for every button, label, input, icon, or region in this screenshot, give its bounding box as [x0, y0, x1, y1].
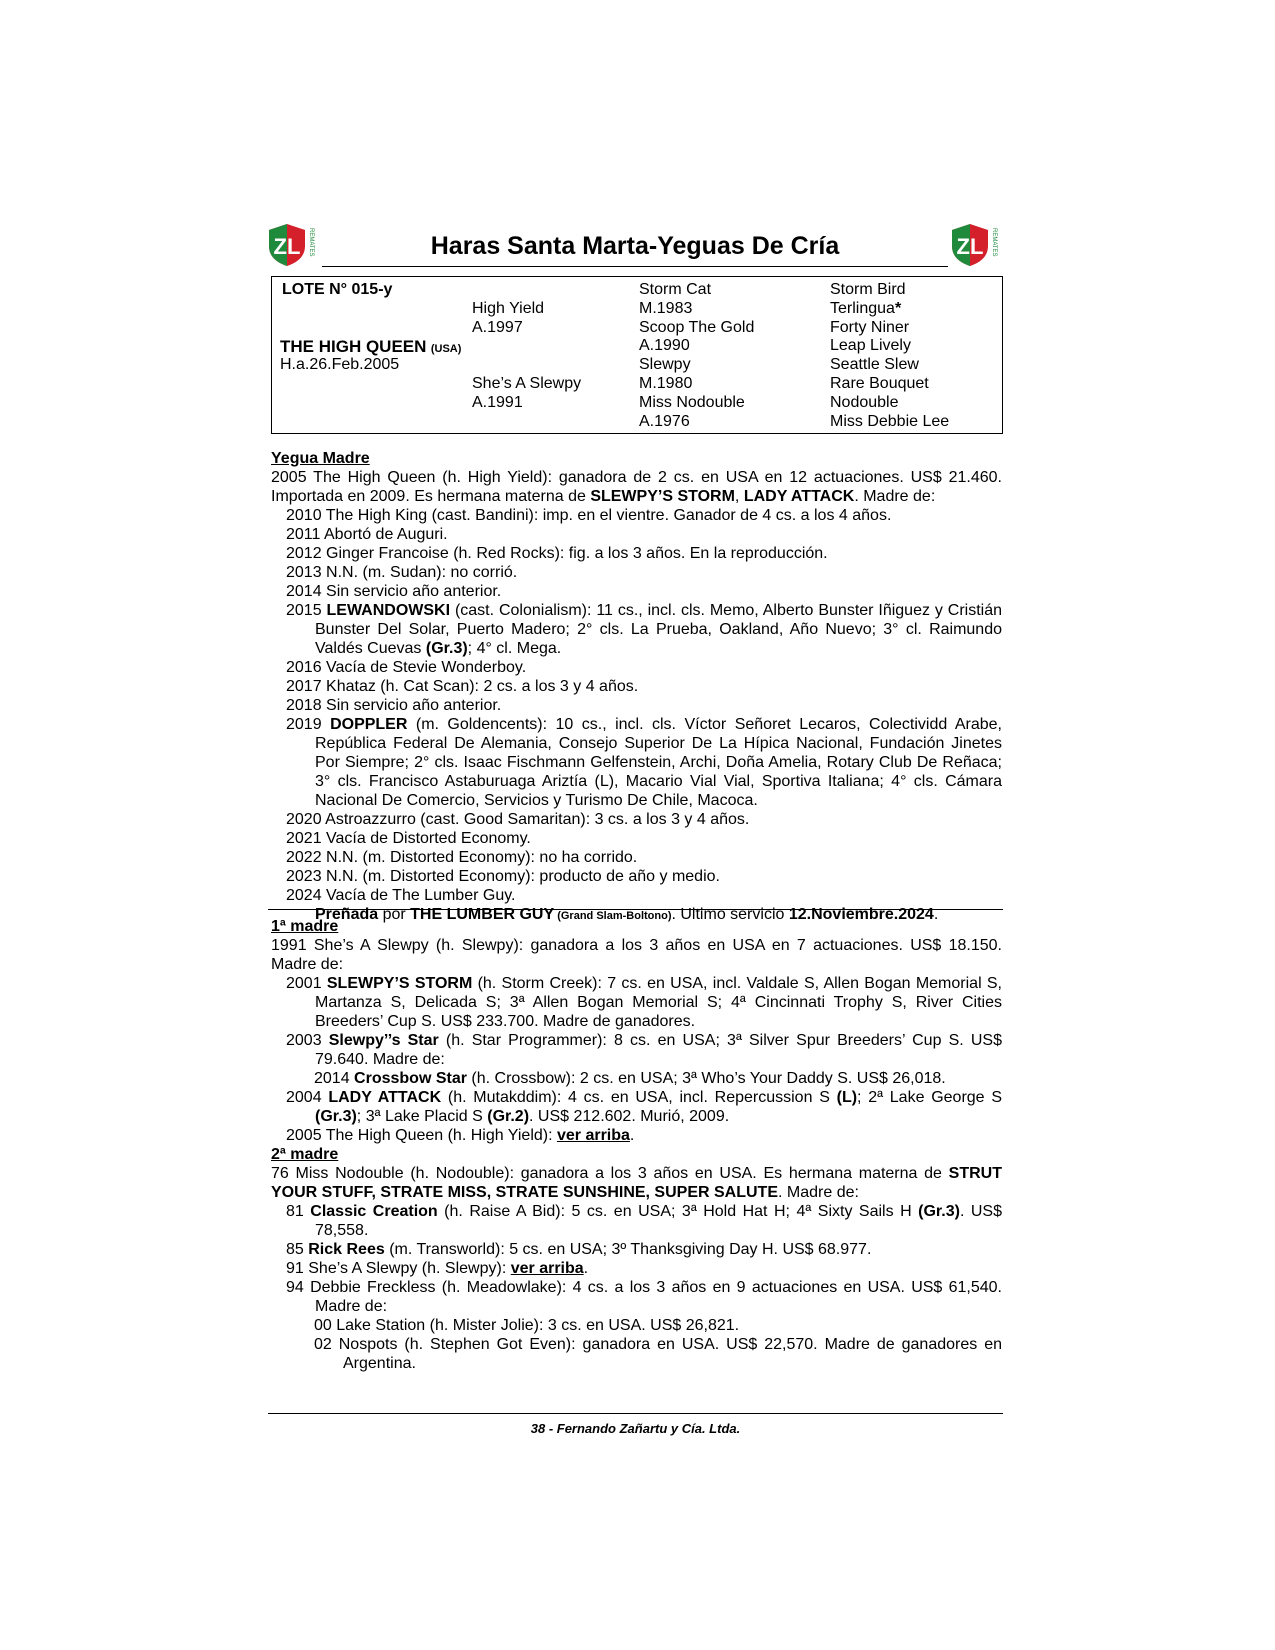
list-item: 2021 Vacía de Distorted Economy.	[286, 830, 531, 847]
list-item: 02 Nospots (h. Stephen Got Even): ganadora en USA. US$ 22,570. Madre de ganadores en Argentina.	[314, 1336, 1002, 1372]
granddam-2-year: A.1976	[639, 413, 690, 430]
list-item: 81 Classic Creation (h. Raise A Bid): 5 cs. en USA; 3ª Hold Hat H; 4ª Sixty Sails H (Gr.3). US$ 78,558.	[286, 1203, 1002, 1239]
ancestor-3: Forty Niner	[830, 319, 910, 336]
page-title: Haras Santa Marta-Yeguas De Cría	[430, 232, 840, 260]
ancestor-5: Seattle Slew	[830, 356, 919, 373]
list-item: 2014 Sin servicio año anterior.	[286, 583, 502, 600]
list-item: 2013 N.N. (m. Sudan): no corrió.	[286, 564, 518, 581]
horse-birth: H.a.26.Feb.2005	[280, 356, 400, 373]
section-heading: Yegua Madre	[271, 450, 370, 467]
svg-text:REMATES: REMATES	[308, 228, 314, 257]
section-heading: 1ª madre	[271, 918, 339, 935]
list-item: 2010 The High King (cast. Bandini): imp. en el vientre. Ganador de 4 cs. a los 4 años.	[286, 507, 892, 524]
dam-year: A.1991	[472, 394, 523, 411]
list-item: 2023 N.N. (m. Distorted Economy): producto de año y medio.	[286, 868, 720, 885]
list-item: 2018 Sin servicio año anterior.	[286, 697, 502, 714]
lot-number: LOTE N° 015-y	[282, 281, 393, 298]
yegua-madre-section	[271, 449, 1002, 926]
granddam-1: Scoop The Gold	[639, 319, 755, 336]
list-item: 2014 Crossbow Star (h. Crossbow): 2 cs. en USA; 3ª Who’s Your Daddy S. US$ 26,018.	[314, 1070, 946, 1087]
dam-name: She’s A Slewpy	[472, 375, 582, 392]
ancestor-6: Rare Bouquet	[830, 375, 929, 392]
company-logo-right	[950, 222, 1000, 268]
list-item: 2001 SLEWPY’S STORM (h. Storm Creek): 7 cs. en USA, incl. Valdale S, Allen Bogan Memorial S, Martanza S, Delicada S; 3ª Allen Bogan Memorial S; 4ª Cincinnati Trophy S, River Cities Breeders’ Cup S. US$ 233.700. Madre de ganadores.	[286, 975, 1003, 1030]
company-logo-left	[267, 222, 317, 268]
list-item: 2024 Vacía de The Lumber Guy.	[286, 887, 516, 904]
list-item: 2019 DOPPLER (m. Goldencents): 10 cs., incl. cls. Víctor Señoret Lecaros, Colectividd Arabe, República Federal De Alemania, Consejo Superior De La Hípica Nacional, Fundación Jinetes Por Siempre; 2° cls. Isaac Fischmann Gelfenstein, Archi, Doña Amelia, Rotary Club De Reñaca; 3° cls. Francisco Astaburuaga Ariztía (L), Macario Vial Vial, Sportiva Italiana; 4° cls. Cámara Nacional De Comercio, Servicios y Turismo De Chile, Macoca.	[286, 716, 1002, 809]
sire-year: A.1997	[472, 319, 523, 336]
page-footer: 38 - Fernando Zañartu y Cía. Ltda.	[530, 1421, 741, 1436]
list-item: 2015 LEWANDOWSKI (cast. Colonialism): 11 cs., incl. cls. Memo, Alberto Bunster Iñiguez y Cristián Bunster Del Solar, Puerto Madero; 2° cls. La Prueba, Oakland, Año Nuevo; 3° cl. Raimundo Valdés Cuevas (Gr.3); 4° cl. Mega.	[286, 602, 1003, 657]
list-item: 2005 The High Queen (h. High Yield): ver arriba.	[286, 1127, 635, 1144]
ancestor-1: Storm Bird	[830, 281, 906, 298]
ancestor-7: Nodouble	[830, 394, 899, 411]
ancestor-4: Leap Lively	[830, 337, 911, 354]
ancestor-8: Miss Debbie Lee	[830, 413, 950, 430]
svg-text:ZL: ZL	[956, 234, 984, 259]
pregnancy-note: Preñada por THE LUMBER GUY (Grand Slam-Boltono). Ultimo servicio 12.Noviembre.2024.	[315, 906, 939, 923]
section-divider	[268, 909, 1003, 910]
list-item: 2017 Khataz (h. Cat Scan): 2 cs. a los 3 y 4 años.	[286, 678, 639, 695]
ancestor-2: Terlingua*	[830, 300, 902, 317]
pedigree-table	[271, 276, 1003, 434]
grandsire-1: Storm Cat	[639, 281, 712, 298]
sire-name: High Yield	[472, 300, 545, 317]
horse-name: THE HIGH QUEEN (USA)	[280, 337, 462, 356]
list-item: 2020 Astroazzurro (cast. Good Samaritan): 3 cs. a los 3 y 4 años.	[286, 811, 750, 828]
primera-madre-section	[271, 917, 1002, 1373]
list-item: 2003 Slewpy’’s Star (h. Star Programmer): 8 cs. en USA; 3ª Silver Spur Breeders’ Cup S. US$ 79.640. Madre de:	[286, 1032, 1002, 1068]
list-item: 2016 Vacía de Stevie Wonderboy.	[286, 659, 527, 676]
paragraph: 76 Miss Nodouble (h. Nodouble): ganadora a los 3 años en USA. Es hermana materna de STRUT YOUR STUFF, STRATE MISS, STRATE SUNSHINE, SUPER SALUTE. Madre de:	[271, 1165, 1002, 1201]
list-item: 94 Debbie Freckless (h. Meadowlake): 4 cs. a los 3 años en 9 actuaciones en USA. US$ 61,540. Madre de:	[286, 1279, 1002, 1315]
list-item: 2004 LADY ATTACK (h. Mutakddim): 4 cs. en USA, incl. Repercussion S (L); 2ª Lake George S (Gr.3); 3ª Lake Placid S (Gr.2). US$ 212.602. Murió, 2009.	[286, 1089, 1002, 1125]
list-item: 91 She’s A Slewpy (h. Slewpy): ver arriba.	[286, 1260, 589, 1277]
grandsire-1-year: M.1983	[639, 300, 693, 317]
section-heading: 2ª madre	[271, 1146, 339, 1163]
svg-text:ZL: ZL	[273, 234, 301, 259]
grandsire-2: Slewpy	[639, 356, 691, 373]
list-item: 2012 Ginger Francoise (h. Red Rocks): fig. a los 3 años. En la reproducción.	[286, 545, 828, 562]
list-item: 00 Lake Station (h. Mister Jolie): 3 cs. en USA. US$ 26,821.	[314, 1317, 740, 1334]
list-item: 2011 Abortó de Auguri.	[286, 526, 448, 543]
granddam-1-year: A.1990	[639, 337, 690, 354]
granddam-2: Miss Nodouble	[639, 394, 745, 411]
footer-divider	[268, 1413, 1003, 1414]
svg-text:REMATES: REMATES	[991, 228, 997, 257]
list-item: 2022 N.N. (m. Distorted Economy): no ha corrido.	[286, 849, 638, 866]
grandsire-2-year: M.1980	[639, 375, 693, 392]
header	[322, 230, 948, 267]
paragraph: 2005 The High Queen (h. High Yield): ganadora de 2 cs. en USA en 12 actuaciones. US$ 21.460. Importada en 2009. Es hermana materna de SLEWPY’S STORM, LADY ATTACK. Madre de:	[271, 469, 1002, 505]
paragraph: 1991 She’s A Slewpy (h. Slewpy): ganadora a los 3 años en USA en 7 actuaciones. US$ 18.150. Madre de:	[271, 937, 1002, 973]
list-item: 85 Rick Rees (m. Transworld): 5 cs. en USA; 3º Thanksgiving Day H. US$ 68.977.	[286, 1241, 872, 1258]
